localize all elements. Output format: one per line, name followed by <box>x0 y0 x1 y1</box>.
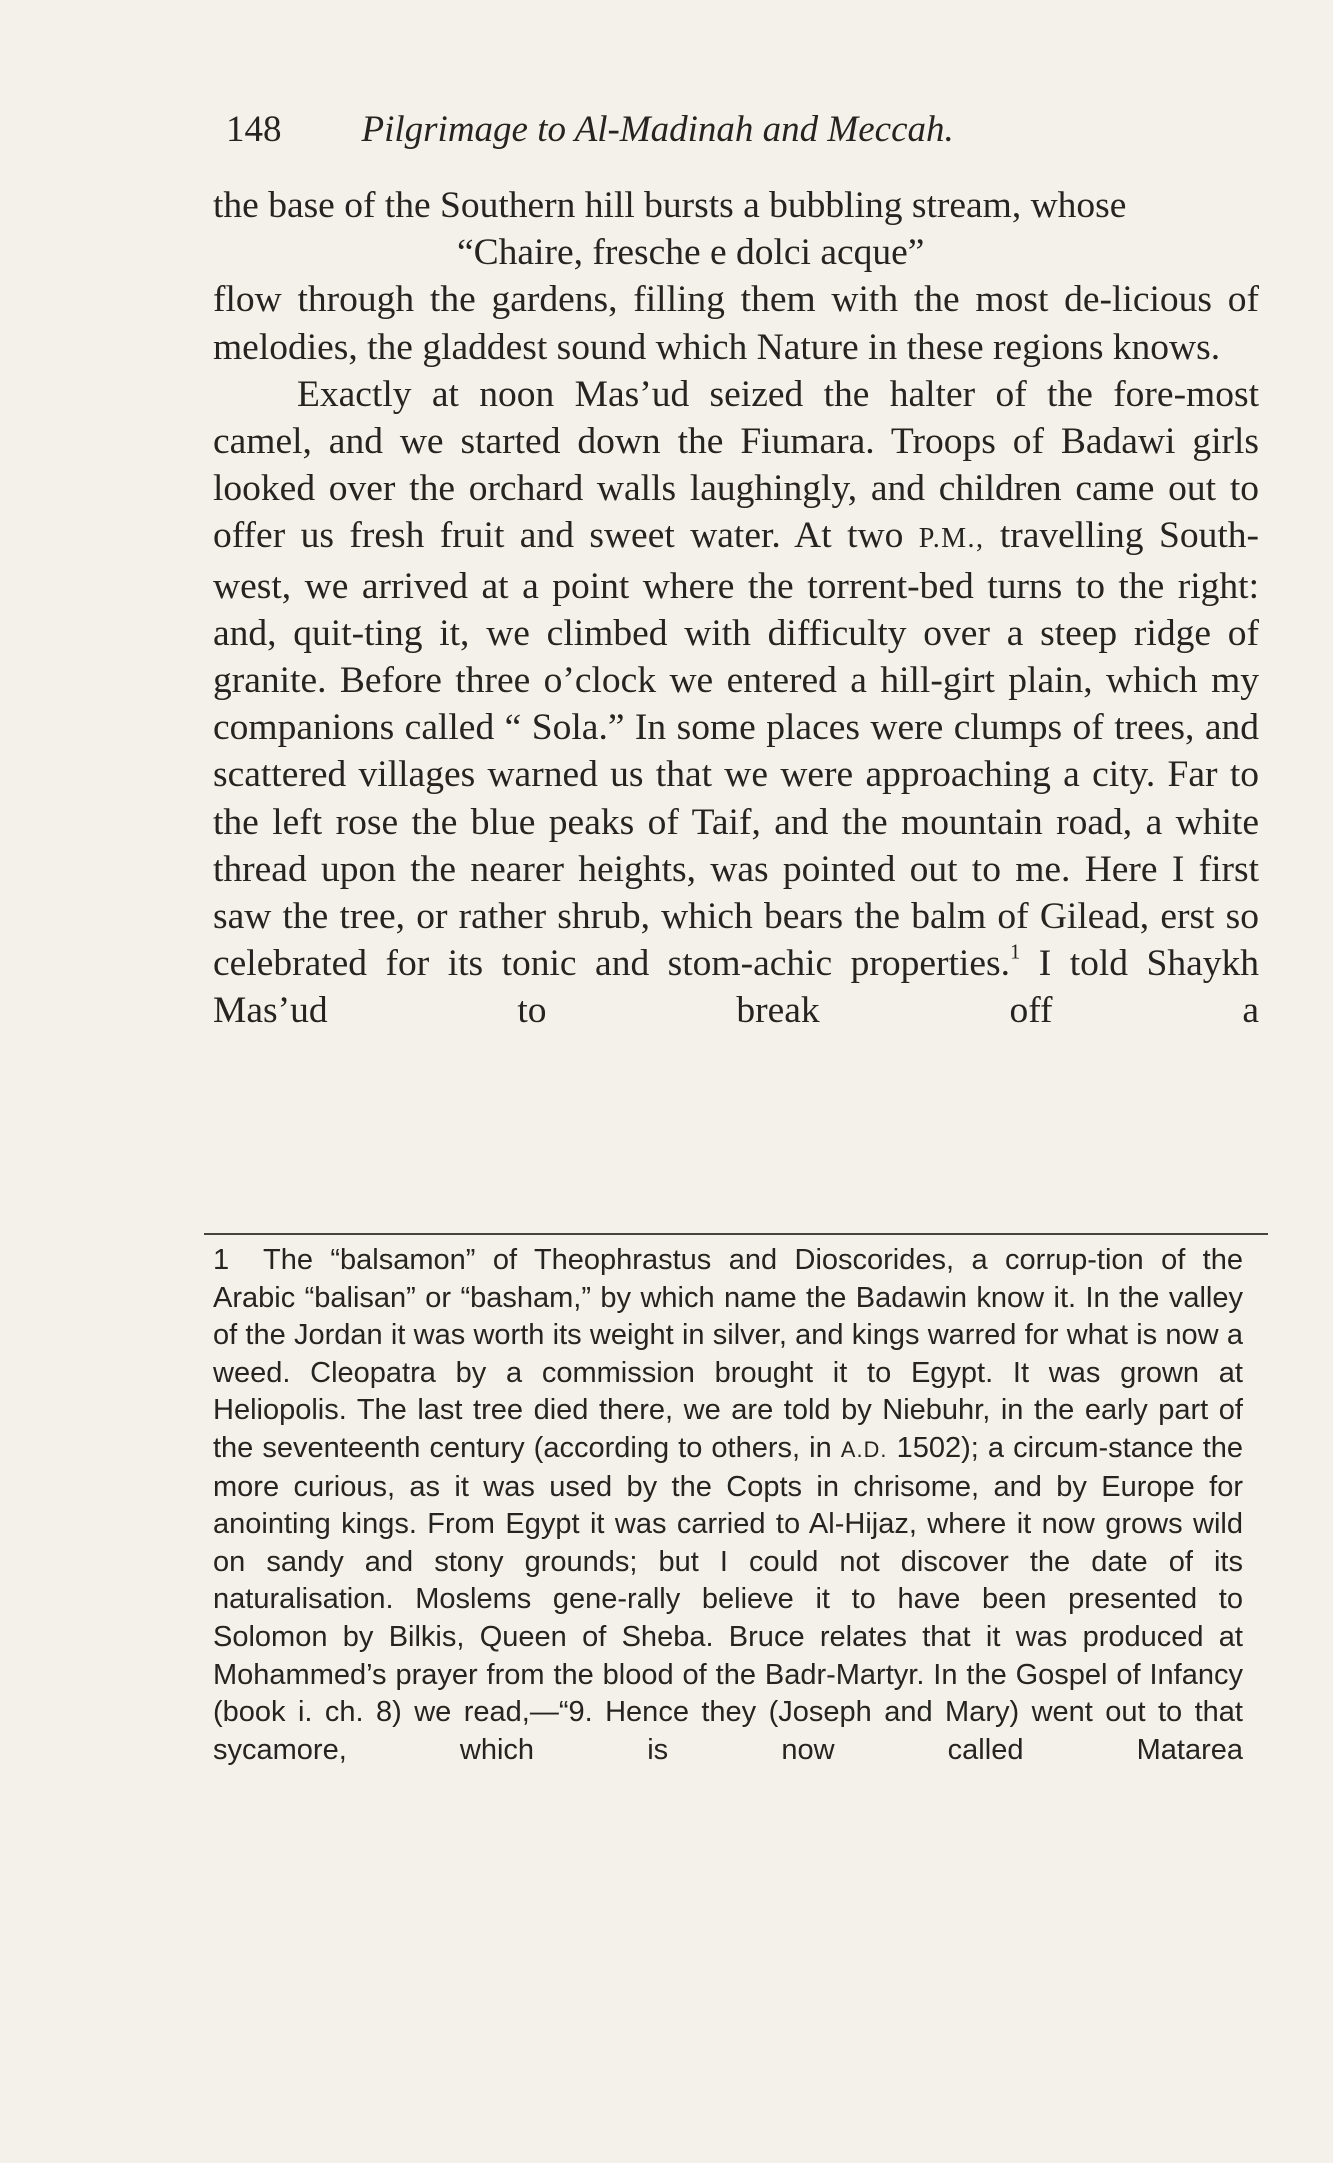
page-header <box>226 104 1256 156</box>
footnote-text-b: 1502); a circum-stance the more curious, as it was used by the Copts in chrisome, and by Europe for anointing kings. From Egypt it was carried to Al-Hijaz, where it now grows wild on sandy and stony grounds; but I could not discover the date of its naturalisation. Moslems gene-rally believe it to have been presented to Solomon by Bilkis, Queen of Sheba. Bruce relates that it was produced at Mohammed’s prayer from the blood of the Badr-Martyr. In the Gospel of Infancy (book i. ch. 8) we read,—“9. Hence they (Joseph and Mary) went out to that sycamore, which is now called Matarea <box>213 1431 1244 1766</box>
footnote-text-a: The “balsamon” of Theophrastus and Dioscorides, a corrup-tion of the Arabic “balisan” or “basham,” by which name the Badawin know it. In the valley of the Jordan it was worth its weight in silver, and kings warred for what is now a weed. Cleopatra by a commission brought it to Egypt. It was grown at Heliopolis. The last tree died there, we are told by Niebuhr, in the early part of the seventeenth century (according to others, in <box>213 1244 1243 1464</box>
running-title: Pilgrimage to Al-Madinah and Meccah. <box>361 109 954 150</box>
paragraph-1-opening <box>213 182 1259 229</box>
footnote-divider <box>204 1233 1268 1235</box>
paragraph-2-text-b: travelling South-west, we arrived at a point where the torrent-bed turns to the right: and, quit-ting it, we climbed with difficulty over a steep ridge of granite. Before three o’clock we entered a hill-girt plain, which my companions called “ Sola.” In some places were clumps of trees, and scattered villages warned us that we were approaching a city. Far to the left rose the blue peaks of Taif, and the mountain road, a white thread upon the nearer heights, was pointed out to me. Here I first saw the tree, or rather shrub, which bears the balm of Gilead, erst so celebrated for its tonic and stom-achic properties. <box>213 515 1259 985</box>
footnote-reference[interactable]: 1 <box>1009 941 1021 964</box>
footnote-number: 1 <box>213 1244 230 1276</box>
italian-quotation: “Chaire, fresche e dolci acque” <box>457 232 925 274</box>
time-abbreviation-pm: P.M., <box>918 523 985 555</box>
era-abbreviation-ad: A.D. <box>840 1436 888 1462</box>
page-number: 148 <box>226 109 282 150</box>
paragraph-1-continuation <box>213 276 1259 370</box>
paragraph-2 <box>213 371 1259 1035</box>
paragraph-2-text-c: I told Shaykh Mas’ud to break off a <box>213 943 1260 1032</box>
paragraph-1-continuation-text: flow through the gardens, filling them with the most de-licious of melodies, the gladdest sound which Nature in these regions knows. <box>213 279 1259 368</box>
paragraph-2-text-a: Exactly at noon Mas’ud seized the halter of the fore-most camel, and we started down the Fiumara. Troops of Badawi girls looked over the orchard walls laughingly, and children came out to offer us fresh fruit and sweet water. At two <box>213 373 1259 557</box>
paragraph-1-opening-text: the base of the Southern hill bursts a bubbling stream, whose <box>213 185 1127 226</box>
footnote-1 <box>213 1242 1243 1769</box>
body-text <box>213 182 1259 1035</box>
